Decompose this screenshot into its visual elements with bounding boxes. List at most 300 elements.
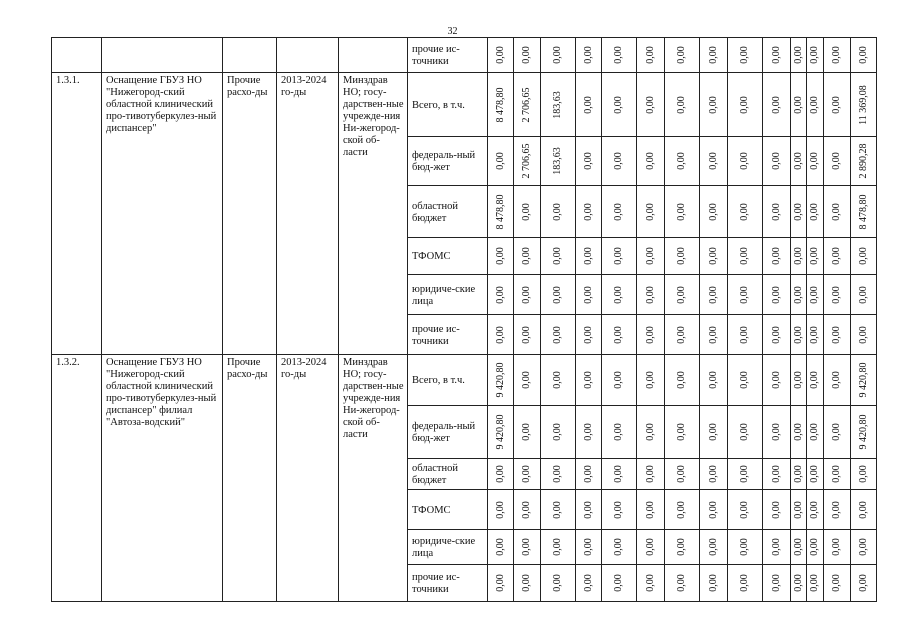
- value-cell: [728, 238, 763, 275]
- value-text: 0,00: [739, 95, 750, 114]
- value-cell: [665, 406, 700, 459]
- value-text: 0,00: [809, 46, 820, 64]
- value-text: 0,00: [613, 423, 624, 441]
- value-cell: [807, 459, 824, 490]
- value-cell: [488, 530, 514, 565]
- value-text: 0,00: [582, 247, 594, 265]
- value-cell: [541, 490, 576, 530]
- value-text: 0,00: [494, 325, 506, 344]
- value-text: 0,00: [809, 465, 820, 483]
- value-text: 0,00: [676, 423, 687, 441]
- value-text: 0,00: [676, 95, 687, 114]
- value-cell: [824, 406, 851, 459]
- value-cell: [514, 38, 541, 73]
- value-cell: [541, 355, 576, 406]
- value-text: 0,00: [809, 202, 820, 221]
- value-cell: [824, 565, 851, 602]
- value-text: 0,00: [552, 500, 563, 519]
- value-cell: [824, 73, 851, 137]
- value-text: 0,00: [831, 46, 842, 64]
- value-text: 0,00: [739, 500, 750, 519]
- value-cell: [514, 459, 541, 490]
- value-text: 0,00: [770, 423, 782, 441]
- value-cell: [824, 238, 851, 275]
- value-text: 0,00: [644, 247, 656, 265]
- value-text: 0,00: [644, 46, 656, 64]
- value-cell: [807, 275, 824, 315]
- value-cell: [488, 73, 514, 137]
- value-cell: [514, 73, 541, 137]
- value-text: 0,00: [809, 285, 820, 304]
- value-text: 11 369,08: [857, 84, 869, 125]
- item-executor: Минздрав НО; госу-дарствен-ные учрежде-ния Ни-жегород-ской об-ласти: [339, 355, 408, 602]
- value-cell: [541, 565, 576, 602]
- value-text: 0,00: [707, 325, 719, 344]
- value-cell: [700, 238, 728, 275]
- value-text: 0,00: [831, 247, 842, 265]
- value-cell: [576, 406, 602, 459]
- value-text: 0,00: [831, 574, 842, 592]
- value-cell: [851, 73, 877, 137]
- value-text: 0,00: [613, 46, 624, 64]
- value-cell: [728, 406, 763, 459]
- value-text: 0,00: [857, 500, 869, 519]
- empty-expense-cell: [223, 38, 277, 73]
- value-cell: [763, 38, 791, 73]
- value-text: 0,00: [552, 202, 563, 221]
- value-text: 0,00: [739, 538, 750, 556]
- value-text: 0,00: [552, 574, 563, 592]
- value-cell: [728, 530, 763, 565]
- value-text: 0,00: [707, 371, 719, 389]
- value-cell: [665, 186, 700, 238]
- value-cell: [824, 38, 851, 73]
- value-cell: [576, 315, 602, 355]
- value-cell: [824, 530, 851, 565]
- value-cell: [728, 490, 763, 530]
- value-text: 0,00: [792, 574, 804, 592]
- value-cell: [665, 490, 700, 530]
- value-text: 9 420,80: [494, 414, 506, 450]
- value-cell: [807, 565, 824, 602]
- value-text: 0,00: [644, 500, 656, 519]
- value-text: 0,00: [707, 202, 719, 221]
- value-cell: [700, 490, 728, 530]
- value-text: 0,00: [770, 465, 782, 483]
- value-text: 0,00: [770, 371, 782, 389]
- value-cell: [763, 238, 791, 275]
- item-name: Оснащение ГБУЗ НО "Нижегород-ский областной клинический про-тивотуберкулез-ный диспансер" филиал "Автоза-водский": [102, 355, 223, 602]
- value-cell: [791, 275, 807, 315]
- value-text: 0,00: [792, 247, 804, 265]
- value-cell: [602, 38, 637, 73]
- value-cell: [763, 530, 791, 565]
- value-text: 0,00: [494, 538, 506, 556]
- value-text: 0,00: [582, 46, 594, 64]
- value-text: 0,00: [792, 465, 804, 483]
- value-cell: [514, 186, 541, 238]
- value-cell: [665, 315, 700, 355]
- value-text: 0,00: [707, 500, 719, 519]
- value-text: 0,00: [676, 500, 687, 519]
- value-text: 0,00: [582, 574, 594, 592]
- value-text: 0,00: [613, 465, 624, 483]
- value-cell: [824, 459, 851, 490]
- value-cell: [488, 406, 514, 459]
- value-text: 0,00: [552, 46, 563, 64]
- source-cell: юридиче-ские лица: [408, 530, 488, 565]
- value-cell: [637, 459, 665, 490]
- value-text: 0,00: [707, 247, 719, 265]
- value-text: 0,00: [792, 423, 804, 441]
- value-text: 0,00: [792, 325, 804, 344]
- value-cell: [541, 315, 576, 355]
- value-text: 0,00: [770, 500, 782, 519]
- value-cell: [851, 137, 877, 186]
- value-cell: [700, 406, 728, 459]
- value-cell: [791, 530, 807, 565]
- value-cell: [514, 530, 541, 565]
- value-text: 0,00: [792, 46, 804, 64]
- value-cell: [488, 275, 514, 315]
- value-cell: [514, 565, 541, 602]
- value-text: 0,00: [770, 202, 782, 221]
- value-text: 0,00: [739, 46, 750, 64]
- value-cell: [824, 355, 851, 406]
- empty-executor-cell: [339, 38, 408, 73]
- value-cell: [602, 137, 637, 186]
- value-cell: [791, 73, 807, 137]
- value-text: 0,00: [770, 247, 782, 265]
- value-text: 0,00: [707, 574, 719, 592]
- value-cell: [514, 406, 541, 459]
- value-cell: [791, 315, 807, 355]
- value-cell: [851, 459, 877, 490]
- value-cell: [637, 186, 665, 238]
- value-cell: [637, 238, 665, 275]
- value-cell: [665, 73, 700, 137]
- source-cell: федераль-ный бюд-жет: [408, 137, 488, 186]
- value-text: 0,00: [613, 95, 624, 114]
- value-text: 0,00: [521, 574, 532, 592]
- empty-id-cell: [52, 38, 102, 73]
- value-cell: [700, 73, 728, 137]
- value-cell: [637, 565, 665, 602]
- value-text: 0,00: [552, 325, 563, 344]
- value-text: 0,00: [644, 574, 656, 592]
- value-cell: [807, 530, 824, 565]
- value-cell: [602, 490, 637, 530]
- value-cell: [514, 238, 541, 275]
- value-cell: [728, 565, 763, 602]
- value-text: 0,00: [494, 152, 506, 170]
- source-cell: областной бюджет: [408, 186, 488, 238]
- value-cell: [791, 137, 807, 186]
- value-text: 0,00: [552, 465, 563, 483]
- value-text: 0,00: [676, 371, 687, 389]
- item-expense-type: Прочие расхо-ды: [223, 355, 277, 602]
- value-text: 0,00: [792, 371, 804, 389]
- value-cell: [576, 275, 602, 315]
- value-text: 0,00: [582, 423, 594, 441]
- value-cell: [541, 186, 576, 238]
- value-text: 0,00: [521, 46, 532, 64]
- value-text: 0,00: [831, 285, 842, 304]
- value-text: 0,00: [707, 285, 719, 304]
- value-cell: [514, 275, 541, 315]
- value-cell: [637, 490, 665, 530]
- value-text: 0,00: [707, 538, 719, 556]
- value-cell: [824, 137, 851, 186]
- value-cell: [541, 459, 576, 490]
- value-cell: [791, 38, 807, 73]
- source-cell: прочие ис-точники: [408, 315, 488, 355]
- value-cell: [791, 238, 807, 275]
- value-text: 0,00: [831, 95, 842, 114]
- value-text: 0,00: [676, 574, 687, 592]
- value-text: 9 420,80: [857, 414, 869, 450]
- value-cell: [576, 186, 602, 238]
- value-text: 0,00: [792, 95, 804, 114]
- value-text: 0,00: [739, 202, 750, 221]
- value-cell: [576, 73, 602, 137]
- value-cell: [665, 38, 700, 73]
- value-cell: [602, 275, 637, 315]
- value-text: 0,00: [582, 371, 594, 389]
- value-text: 0,00: [739, 465, 750, 483]
- value-text: 0,00: [582, 202, 594, 221]
- value-cell: [763, 275, 791, 315]
- value-text: 0,00: [582, 538, 594, 556]
- value-cell: [488, 565, 514, 602]
- value-text: 8 478,80: [494, 87, 506, 122]
- table-row: [52, 355, 877, 406]
- value-text: 0,00: [676, 46, 687, 64]
- value-cell: [807, 406, 824, 459]
- value-cell: [700, 355, 728, 406]
- value-text: 0,00: [739, 285, 750, 304]
- value-text: 0,00: [613, 152, 624, 170]
- value-text: 0,00: [739, 574, 750, 592]
- value-text: 0,00: [521, 202, 532, 221]
- value-cell: [514, 355, 541, 406]
- table-row: [52, 38, 877, 73]
- value-text: 0,00: [644, 371, 656, 389]
- value-text: 0,00: [521, 423, 532, 441]
- value-text: 0,00: [809, 574, 820, 592]
- value-cell: [763, 73, 791, 137]
- value-text: 0,00: [521, 285, 532, 304]
- value-cell: [824, 275, 851, 315]
- value-cell: [602, 530, 637, 565]
- value-cell: [541, 238, 576, 275]
- value-text: 0,00: [582, 95, 594, 114]
- value-cell: [576, 490, 602, 530]
- value-cell: [851, 238, 877, 275]
- value-cell: [763, 137, 791, 186]
- value-text: 0,00: [792, 500, 804, 519]
- value-text: 0,00: [613, 285, 624, 304]
- value-cell: [602, 406, 637, 459]
- value-text: 0,00: [831, 371, 842, 389]
- value-cell: [541, 530, 576, 565]
- value-cell: [576, 137, 602, 186]
- value-cell: [763, 490, 791, 530]
- value-text: 0,00: [857, 574, 869, 592]
- value-cell: [665, 459, 700, 490]
- value-text: 0,00: [707, 423, 719, 441]
- value-text: 0,00: [494, 574, 506, 592]
- value-cell: [637, 355, 665, 406]
- value-cell: [665, 355, 700, 406]
- value-text: 0,00: [613, 325, 624, 344]
- value-cell: [665, 275, 700, 315]
- value-cell: [700, 530, 728, 565]
- value-cell: [488, 459, 514, 490]
- value-text: 0,00: [676, 152, 687, 170]
- value-cell: [807, 490, 824, 530]
- value-text: 0,00: [809, 247, 820, 265]
- item-id: 1.3.2.: [52, 355, 102, 602]
- source-cell: прочие ис-точники: [408, 565, 488, 602]
- value-cell: [665, 137, 700, 186]
- source-cell: федераль-ный бюд-жет: [408, 406, 488, 459]
- empty-name-cell: [102, 38, 223, 73]
- value-text: 0,00: [644, 325, 656, 344]
- value-cell: [851, 315, 877, 355]
- item-expense-type: Прочие расхо-ды: [223, 73, 277, 355]
- value-cell: [700, 186, 728, 238]
- value-cell: [791, 490, 807, 530]
- value-cell: [824, 186, 851, 238]
- value-text: 0,00: [739, 325, 750, 344]
- value-cell: [637, 137, 665, 186]
- value-text: 0,00: [831, 538, 842, 556]
- value-cell: [807, 355, 824, 406]
- value-cell: [791, 565, 807, 602]
- value-cell: [602, 315, 637, 355]
- value-cell: [807, 73, 824, 137]
- value-text: 0,00: [809, 95, 820, 114]
- value-cell: [514, 315, 541, 355]
- value-text: 0,00: [644, 465, 656, 483]
- value-cell: [728, 275, 763, 315]
- value-cell: [851, 38, 877, 73]
- value-text: 0,00: [644, 538, 656, 556]
- value-text: 0,00: [494, 247, 506, 265]
- value-cell: [541, 38, 576, 73]
- value-text: 0,00: [613, 371, 624, 389]
- value-text: 0,00: [676, 285, 687, 304]
- value-text: 0,00: [831, 465, 842, 483]
- value-text: 0,00: [613, 247, 624, 265]
- value-cell: [514, 137, 541, 186]
- item-id: 1.3.1.: [52, 73, 102, 355]
- value-text: 0,00: [676, 325, 687, 344]
- value-text: 0,00: [676, 247, 687, 265]
- value-text: 0,00: [857, 46, 869, 64]
- value-cell: [763, 459, 791, 490]
- value-text: 0,00: [521, 371, 532, 389]
- value-text: 0,00: [770, 538, 782, 556]
- value-cell: [700, 137, 728, 186]
- value-text: 0,00: [857, 465, 869, 483]
- value-cell: [602, 73, 637, 137]
- value-text: 0,00: [582, 325, 594, 344]
- value-text: 0,00: [521, 247, 532, 265]
- value-cell: [807, 137, 824, 186]
- value-cell: [541, 406, 576, 459]
- value-cell: [541, 275, 576, 315]
- value-text: 0,00: [676, 202, 687, 221]
- value-cell: [576, 38, 602, 73]
- value-cell: [851, 530, 877, 565]
- value-text: 0,00: [770, 95, 782, 114]
- value-cell: [700, 275, 728, 315]
- value-cell: [791, 459, 807, 490]
- value-cell: [576, 565, 602, 602]
- value-cell: [728, 38, 763, 73]
- item-period: 2013-2024 го-ды: [277, 73, 339, 355]
- value-text: 0,00: [582, 152, 594, 170]
- value-text: 0,00: [644, 95, 656, 114]
- value-text: 2 706,65: [521, 87, 532, 122]
- value-text: 0,00: [613, 538, 624, 556]
- value-cell: [637, 275, 665, 315]
- value-text: 0,00: [521, 465, 532, 483]
- value-cell: [700, 315, 728, 355]
- value-cell: [637, 73, 665, 137]
- value-cell: [851, 275, 877, 315]
- value-text: 0,00: [792, 538, 804, 556]
- value-text: 0,00: [770, 574, 782, 592]
- value-cell: [807, 315, 824, 355]
- value-text: 0,00: [644, 202, 656, 221]
- value-text: 0,00: [707, 46, 719, 64]
- value-cell: [602, 186, 637, 238]
- value-cell: [791, 406, 807, 459]
- value-cell: [637, 38, 665, 73]
- page-number: 32: [447, 26, 458, 37]
- value-text: 0,00: [552, 538, 563, 556]
- item-period: 2013-2024 го-ды: [277, 355, 339, 602]
- value-cell: [488, 186, 514, 238]
- source-cell: ТФОМС: [408, 490, 488, 530]
- value-text: 0,00: [739, 423, 750, 441]
- value-cell: [763, 565, 791, 602]
- value-text: 0,00: [676, 465, 687, 483]
- value-text: 9 420,80: [494, 362, 506, 398]
- value-cell: [700, 38, 728, 73]
- value-text: 0,00: [613, 202, 624, 221]
- value-text: 0,00: [676, 538, 687, 556]
- empty-period-cell: [277, 38, 339, 73]
- value-cell: [488, 238, 514, 275]
- value-cell: [851, 490, 877, 530]
- source-cell: Всего, в т.ч.: [408, 73, 488, 137]
- value-cell: [576, 238, 602, 275]
- value-text: 0,00: [494, 46, 506, 64]
- value-cell: [602, 459, 637, 490]
- value-cell: [488, 38, 514, 73]
- value-text: 0,00: [857, 247, 869, 265]
- value-cell: [541, 137, 576, 186]
- value-cell: [488, 137, 514, 186]
- value-text: 0,00: [552, 285, 563, 304]
- value-text: 0,00: [739, 247, 750, 265]
- value-text: 0,00: [809, 152, 820, 170]
- value-text: 0,00: [831, 423, 842, 441]
